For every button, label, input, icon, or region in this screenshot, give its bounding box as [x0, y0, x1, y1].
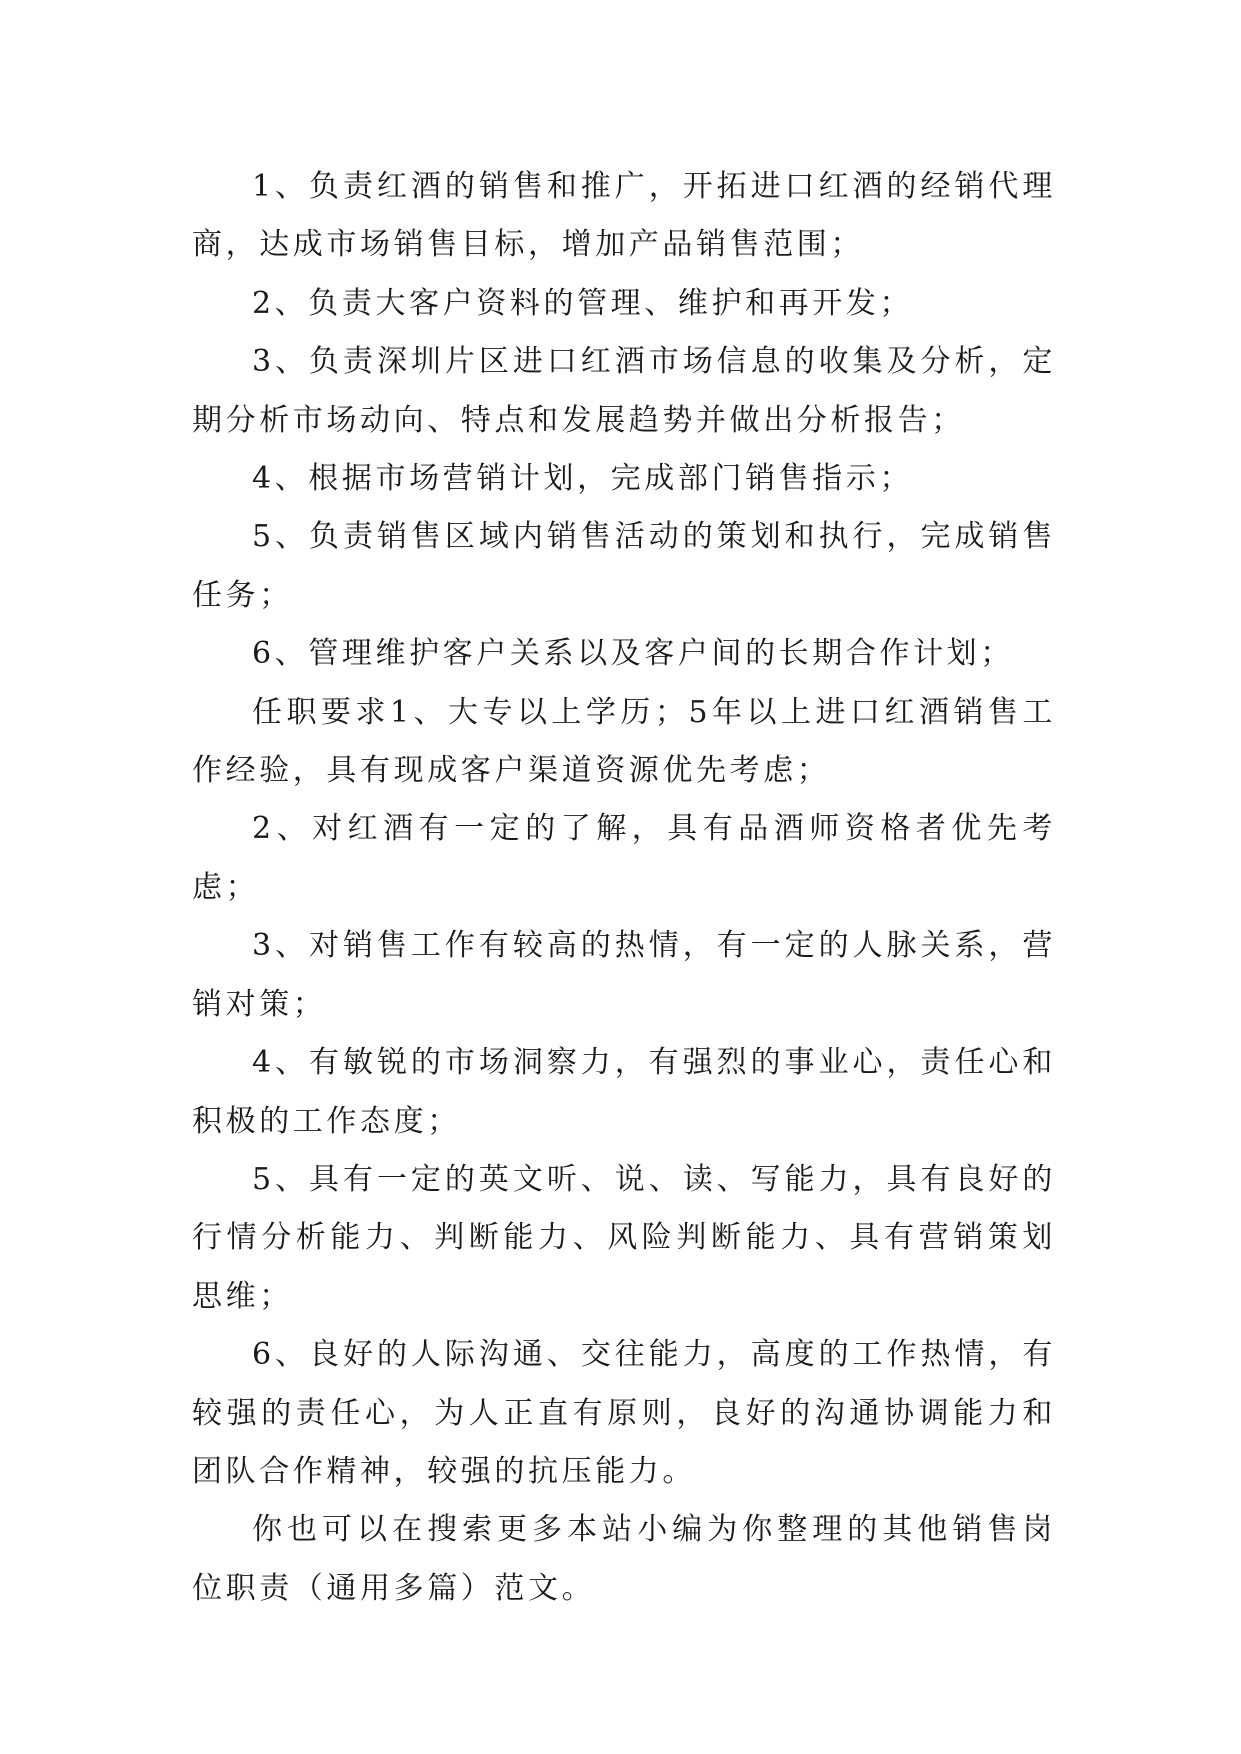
duty-item-5: 5、负责销售区域内销售活动的策划和执行，完成销售任务；: [192, 519, 1056, 613]
requirement-item-2: 2、对红酒有一定的了解，具有品酒师资格者优先考虑；: [192, 811, 1056, 905]
duty-item-2: 2、负责大客户资料的管理、维护和再开发；: [252, 285, 914, 321]
requirement-item-6: 6、良好的人际沟通、交往能力，高度的工作热情，有较强的责任心，为人正直有原则，良好的沟通协调能力和团队合作精神，较强的抗压能力。: [192, 1337, 1056, 1489]
document-body: [192, 158, 1056, 1618]
requirement-item-3: 3、对销售工作有较高的热情，有一定的人脉关系，营销对策；: [192, 928, 1056, 1022]
duty-item-3: 3、负责深圳片区进口红酒市场信息的收集及分析，定期分析市场动向、特点和发展趋势并做出分析报告；: [192, 344, 1056, 438]
duty-item-4: 4、根据市场营销计划，完成部门销售指示；: [252, 461, 914, 497]
closing-note: 你也可以在搜索更多本站小编为你整理的其他销售岗位职责（通用多篇）范文。: [192, 1512, 1056, 1606]
duty-item-6: 6、管理维护客户关系以及客户间的长期合作计划；: [252, 636, 1014, 672]
requirement-item-5: 5、具有一定的英文听、说、读、写能力，具有良好的行情分析能力、判断能力、风险判断能力、具有营销策划思维；: [192, 1161, 1056, 1314]
requirement-item-1: 任职要求1、大专以上学历；5年以上进口红酒销售工作经验，具有现成客户渠道资源优先考虑；: [192, 694, 1056, 789]
duty-item-1: 1、负责红酒的销售和推广，开拓进口红酒的经销代理商，达成市场销售目标，增加产品销售范围；: [192, 169, 1056, 263]
requirement-item-4: 4、有敏锐的市场洞察力，有强烈的事业心，责任心和积极的工作态度；: [192, 1045, 1056, 1139]
